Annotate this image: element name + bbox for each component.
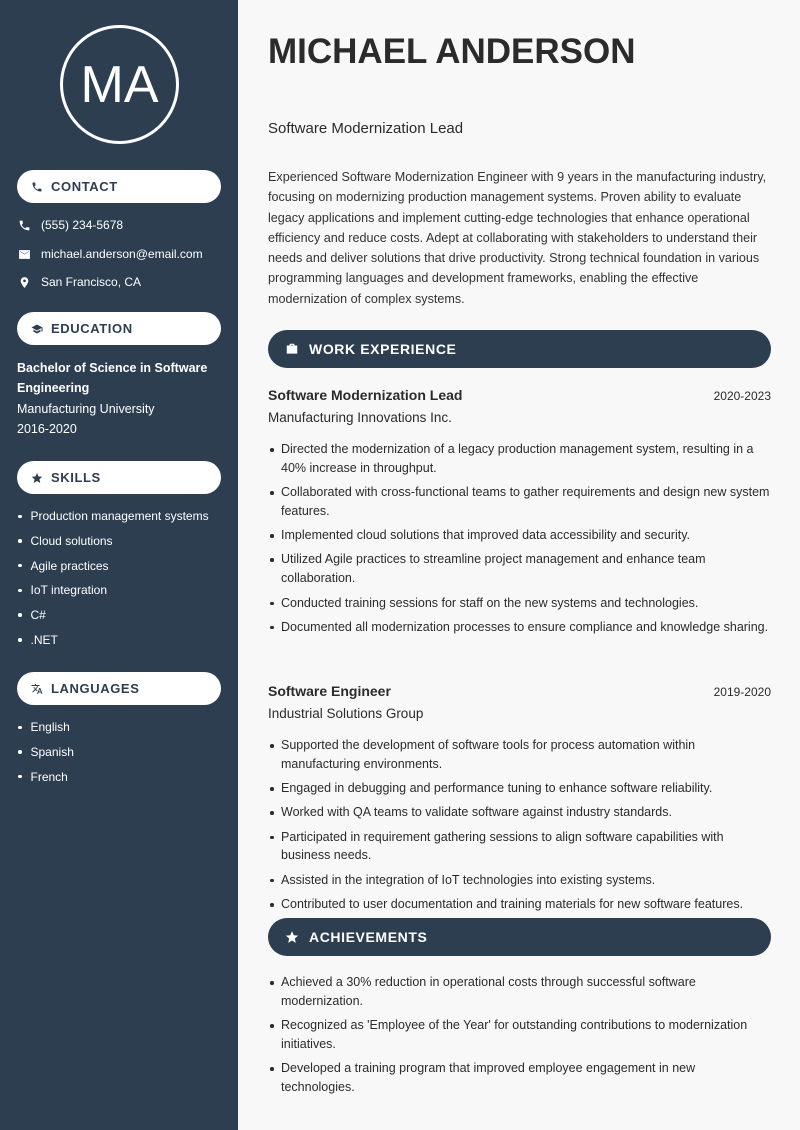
achievements-list (268, 973, 771, 1097)
bullet: Assisted in the integration of IoT technologies into existing systems. (268, 871, 771, 890)
company: Manufacturing Innovations Inc. (268, 410, 452, 425)
skill-item: .NET (18, 627, 209, 652)
job-entry (268, 387, 771, 642)
skill-item: Production management systems (18, 504, 209, 529)
school: Manufacturing University (17, 402, 155, 416)
briefcase-icon (285, 342, 299, 356)
languages-heading: LANGUAGES (17, 672, 221, 705)
bullet: Participated in requirement gathering sessions to align software capabilities with business needs. (268, 828, 771, 866)
languages-list (18, 715, 74, 789)
contact-email: michael.anderson@email.com (18, 247, 203, 261)
language-item: French (18, 764, 74, 789)
bullet: Worked with QA teams to validate software against industry standards. (268, 803, 771, 822)
achievement-item: Achieved a 30% reduction in operational costs through successful software modernization. (268, 973, 771, 1011)
bullet: Engaged in debugging and performance tuning to enhance software reliability. (268, 779, 771, 798)
work-experience-heading: WORK EXPERIENCE (268, 330, 771, 368)
language-item: Spanish (18, 740, 74, 765)
job-title: Software Engineer (268, 683, 391, 699)
education-years: 2016-2020 (17, 421, 77, 436)
bullet: Contributed to user documentation and training materials for new software features. (268, 895, 771, 914)
phone-icon (31, 181, 43, 193)
bullet: Conducted training sessions for staff on the new systems and technologies. (268, 594, 771, 613)
avatar: MA (60, 25, 179, 144)
language-item: English (18, 715, 74, 740)
achievement-item: Recognized as 'Employee of the Year' for outstanding contributions to modernization initiatives. (268, 1016, 771, 1054)
graduation-cap-icon (31, 323, 43, 335)
mail-icon (18, 248, 31, 261)
skills-heading: SKILLS (17, 461, 221, 494)
job-bullets (268, 736, 771, 914)
translate-icon (31, 683, 43, 695)
bullet: Utilized Agile practices to streamline project management and enhance team collaboration. (268, 550, 771, 588)
education-heading: EDUCATION (17, 312, 221, 345)
contact-location: San Francisco, CA (18, 275, 141, 289)
candidate-title: Software Modernization Lead (268, 120, 464, 137)
achievement-item: Developed a training program that improved employee engagement in new technologies. (268, 1059, 771, 1097)
bullet: Supported the development of software tools for process automation within manufacturing environments. (268, 736, 771, 774)
degree: Bachelor of Science in Software Engineering (17, 361, 208, 395)
star-icon (31, 472, 43, 484)
summary: Experienced Software Modernization Engineer with 9 years in the manufacturing industry, focusing on modernizing production management systems. Proven ability to evaluate legacy applications and implement cutting-edge technologies that enhance operational efficiency and reduce costs. Adept at collaborating with stakeholders to understand their needs and deliver solutions that drive productivity. Strong technical foundation in various programming languages and development frameworks, enabling the effective modernization of complex systems. (268, 170, 767, 306)
job-dates: 2019-2020 (713, 685, 771, 699)
skill-item: IoT integration (18, 578, 209, 603)
star-icon (285, 930, 299, 944)
contact-phone: (555) 234-5678 (18, 218, 123, 232)
candidate-name: MICHAEL ANDERSON (268, 32, 636, 71)
skills-list (18, 504, 209, 652)
bullet: Directed the modernization of a legacy production management system, resulting in a 40% increase in throughput. (268, 440, 771, 478)
achievements-section (268, 958, 771, 1102)
bullet: Implemented cloud solutions that improved data accessibility and security. (268, 526, 771, 545)
job-entry (268, 683, 771, 919)
achievements-heading: ACHIEVEMENTS (268, 918, 771, 956)
bullet: Collaborated with cross-functional teams to gather requirements and design new system features. (268, 483, 771, 521)
skill-item: Agile practices (18, 553, 209, 578)
job-bullets (268, 440, 771, 637)
phone-icon (18, 219, 31, 232)
bullet: Documented all modernization processes to ensure compliance and knowledge sharing. (268, 618, 771, 637)
skill-item: Cloud solutions (18, 529, 209, 554)
location-pin-icon (18, 276, 31, 289)
skill-item: C# (18, 603, 209, 628)
sidebar (0, 0, 238, 1130)
company: Industrial Solutions Group (268, 706, 424, 721)
job-dates: 2020-2023 (713, 389, 771, 403)
education-entry (17, 359, 227, 439)
contact-heading: CONTACT (17, 170, 221, 203)
job-title: Software Modernization Lead (268, 387, 463, 403)
